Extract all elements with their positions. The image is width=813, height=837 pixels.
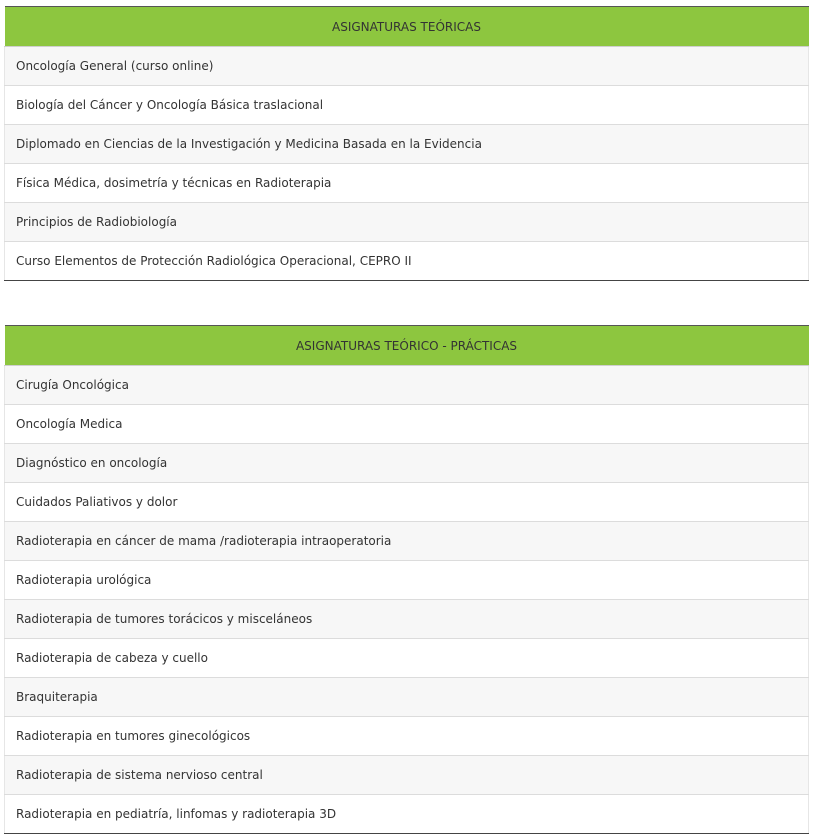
table-header-row xyxy=(5,326,809,366)
subject-cell: Diplomado en Ciencias de la Investigación y Medicina Basada en la Evidencia xyxy=(5,125,809,164)
theory-table-header: ASIGNATURAS TEÓRICAS xyxy=(5,7,809,47)
subject-cell: Braquiterapia xyxy=(5,678,809,717)
table-row xyxy=(5,444,809,483)
table-row xyxy=(5,203,809,242)
theory-subjects-table xyxy=(4,6,809,281)
table-row xyxy=(5,164,809,203)
table-row xyxy=(5,405,809,444)
subject-cell: Cuidados Paliativos y dolor xyxy=(5,483,809,522)
subject-cell: Curso Elementos de Protección Radiológica Operacional, CEPRO II xyxy=(5,242,809,281)
subject-cell: Radioterapia urológica xyxy=(5,561,809,600)
subject-cell: Oncología General (curso online) xyxy=(5,47,809,86)
practice-subjects-table xyxy=(4,325,809,834)
table-row xyxy=(5,522,809,561)
table-row xyxy=(5,47,809,86)
table-row xyxy=(5,678,809,717)
table-header-row xyxy=(5,7,809,47)
table-row xyxy=(5,366,809,405)
subject-cell: Radioterapia en cáncer de mama /radioterapia intraoperatoria xyxy=(5,522,809,561)
table-row xyxy=(5,242,809,281)
subject-cell: Cirugía Oncológica xyxy=(5,366,809,405)
table-row xyxy=(5,483,809,522)
subject-cell: Física Médica, dosimetría y técnicas en Radioterapia xyxy=(5,164,809,203)
table-row xyxy=(5,795,809,834)
table-row xyxy=(5,600,809,639)
subject-cell: Principios de Radiobiología xyxy=(5,203,809,242)
subject-cell: Biología del Cáncer y Oncología Básica traslacional xyxy=(5,86,809,125)
subject-cell: Radioterapia de cabeza y cuello xyxy=(5,639,809,678)
practice-table-header: ASIGNATURAS TEÓRICO - PRÁCTICAS xyxy=(5,326,809,366)
table-row xyxy=(5,756,809,795)
table-row xyxy=(5,125,809,164)
table-row xyxy=(5,639,809,678)
subject-cell: Radioterapia de sistema nervioso central xyxy=(5,756,809,795)
subject-cell: Oncología Medica xyxy=(5,405,809,444)
table-row xyxy=(5,717,809,756)
subject-cell: Radioterapia de tumores torácicos y misceláneos xyxy=(5,600,809,639)
table-row xyxy=(5,561,809,600)
subject-cell: Radioterapia en pediatría, linfomas y radioterapia 3D xyxy=(5,795,809,834)
subject-cell: Radioterapia en tumores ginecológicos xyxy=(5,717,809,756)
subject-cell: Diagnóstico en oncología xyxy=(5,444,809,483)
table-row xyxy=(5,86,809,125)
